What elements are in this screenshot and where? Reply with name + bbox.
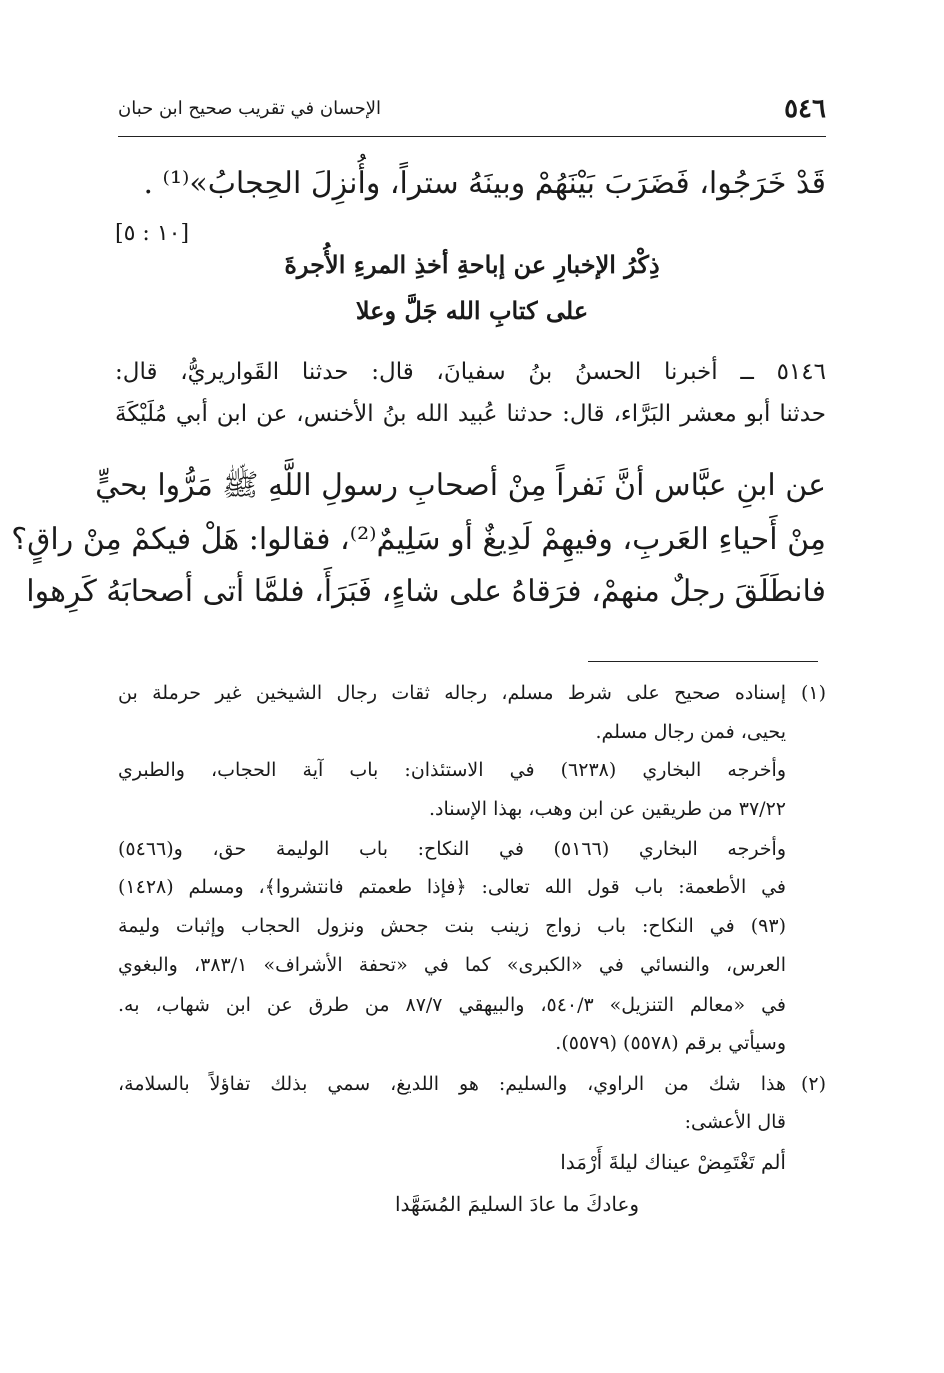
isnad-line-2: حدثنا أبو معشر البَرَّاء، قال: حدثنا عُبيد الله بنُ الأخنس، عن ابن أبي مُلَيْكَةَ [115,401,826,427]
header-rule [118,136,826,137]
footnote-1-line-6: في الأطعمة: باب قول الله تعالى: ﴿فإذا طعمتم فانتشروا﴾، ومسلم (١٤٢٨) [118,876,786,898]
footnote-2-line-2: قال الأعشى: [684,1111,786,1133]
footnote-1-line-1: إسناده صحيح على شرط مسلم، رجاله ثقات رجال الشيخين غير حرملة بن [118,682,786,704]
footnote-1-line-9: في «معالم التنزيل» ٥٤٠/٣، والبيهقي ٨٧/٧ من طرق عن ابن شهاب، به. [118,994,786,1016]
previous-hadith-end [115,162,826,256]
footnote-2-verse-1: ألم تَغْتَمِضْ عيناك ليلةَ أَرْمَدا [560,1150,786,1174]
page-number: ٥٤٦ [784,94,826,124]
footnote-1-line-4: ٣٧/٢٢ من طريقين عن ابن وهب، بهذا الإسناد. [428,798,786,820]
footnote-1-line-5: وأخرجه البخاري (٥١٦٦) في النكاح: باب الوليمة حق، و(٥٤٦٦) [118,838,787,860]
footnote-1-line-7: (٩٣) في النكاح: باب زواج زينب بنت جحش ونزول الحجاب وإثبات وليمة [118,915,786,937]
footnote-2-number: (٢) [800,1073,826,1095]
footnote-1-number: (١) [800,682,826,704]
footnote-2-line-1: هذا شك من الراوي، والسليم: هو اللديغ، سمي بذلك تفاؤلاً بالسلامة، [118,1073,786,1095]
isnad-line-1: ٥١٤٦ ــ أخبرنا الحسنُ بنُ سفيانَ، قال: حدثنا القَواريريُّ، قال: [115,359,826,385]
running-title: الإحسان في تقريب صحيح ابن حبان [118,98,382,119]
footnote-1-line-2: يحيى، فمن رجال مسلم. [595,721,786,743]
footnote-1-line-10: وسيأتي برقم (٥٥٧٨) (٥٥٧٩). [555,1032,786,1054]
hadith-reference: [١٠ : ٥] [115,221,190,246]
footnote-1-line-8: العرس، والنسائي في «الكبرى» كما في «تحفة الأشراف» ٣٨٣/١، والبغوي [118,954,786,976]
matn-line-1: عن ابنِ عبَّاس أنَّ نَفراً مِنْ أصحابِ رسولِ اللَّهِ ﷺ مَرُّوا بحيٍّ [95,468,826,503]
page-header [118,92,826,132]
footnote-1-line-3: وأخرجه البخاري (٦٢٣٨) في الاستئذان: باب آية الحجاب، والطبري [118,759,786,781]
footnote-rule [588,661,818,662]
previous-hadith-text: قَدْ خَرَجُوا، فَضَرَبَ بَيْنَهُمْ وبينَهُ ستراً، وأُنزِلَ الحِجابُ»⁽¹⁾ . [143,166,826,201]
matn-line-2: مِنْ أَحياءِ العَربِ، وفيهِمْ لَدِيغٌ أو سَلِيمٌ⁽²⁾، فقالوا: هَلْ فيكمْ مِنْ راقٍ؟ [11,522,826,557]
matn-line-3: فانطَلَقَ رجلٌ منهمْ، فرَقاهُ على شاءٍ، فَبَرَأَ، فلمَّا أتى أصحابَهُ كَرِهوا [26,574,826,609]
chapter-heading-line-1: ذِكْرُ الإخبارِ عن إباحةِ أخذِ المرءِ الأُجرةَ [284,250,660,279]
footnote-2-verse-2: وعادكَ ما عادَ السليمَ المُسَهَّدا [395,1192,640,1216]
chapter-heading-line-2: على كتابِ الله جَلَّ وعلا [355,296,589,325]
